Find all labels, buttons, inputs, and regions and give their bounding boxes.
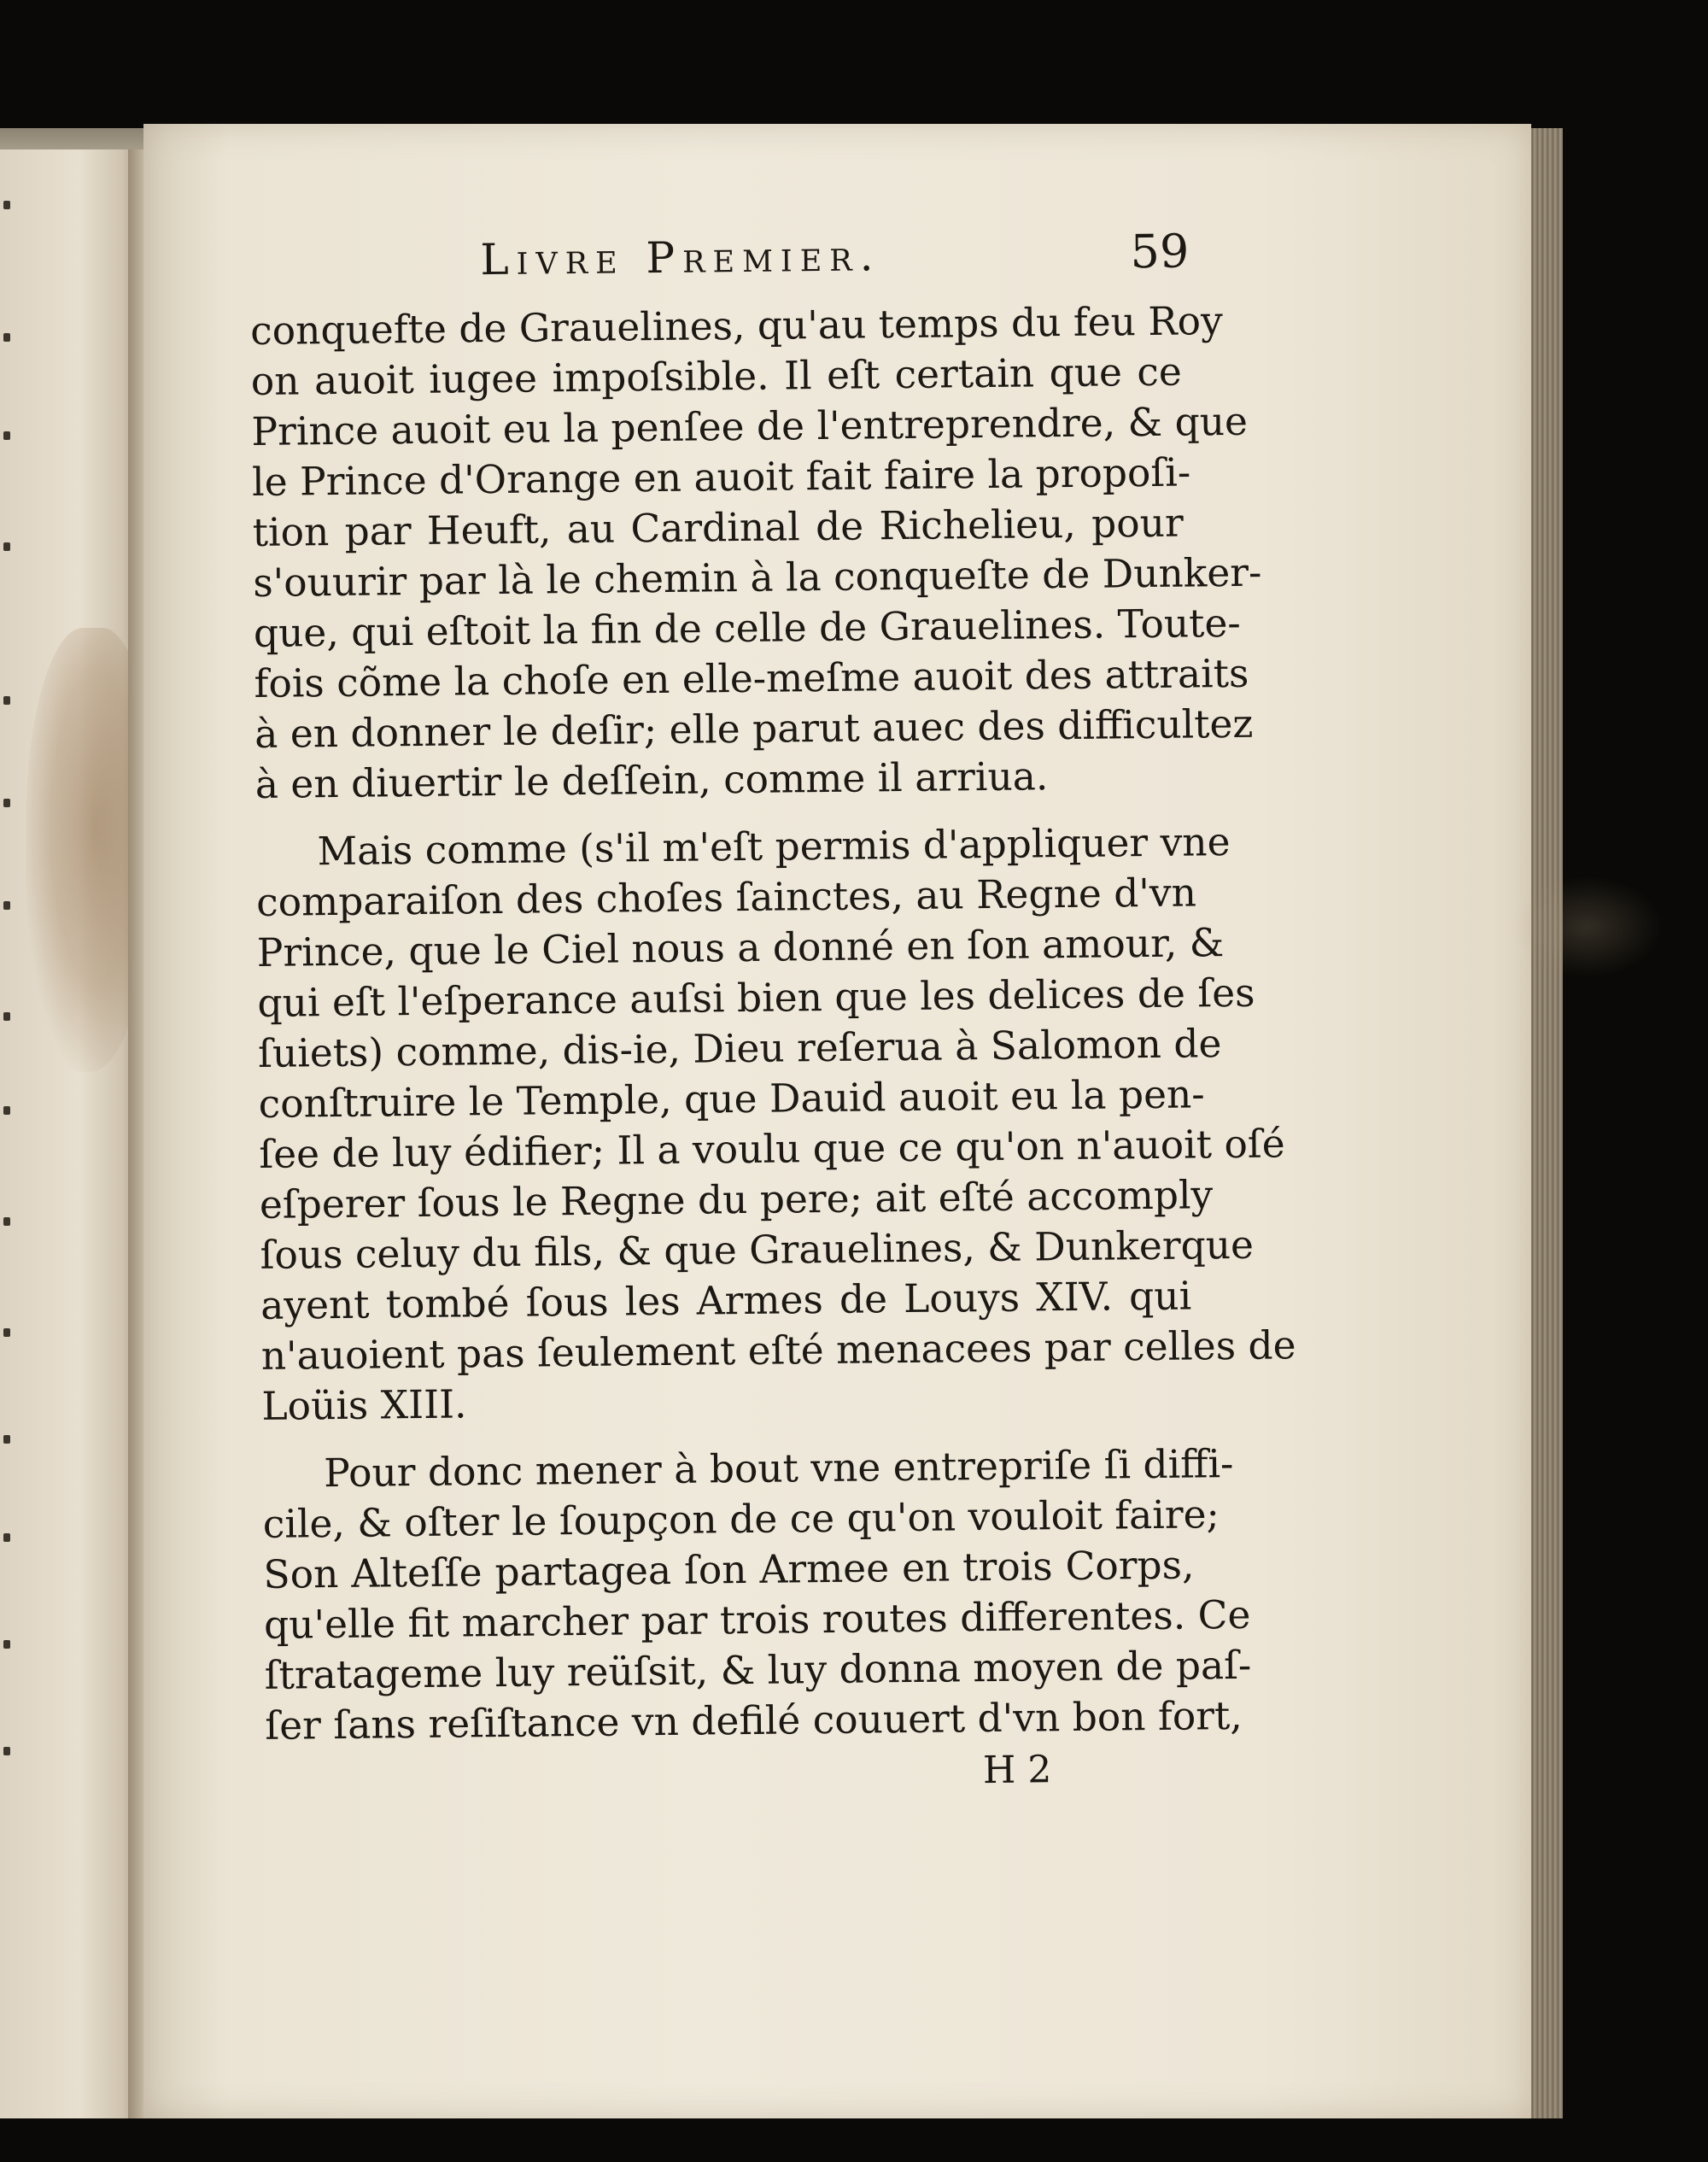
- signature-mark: [266, 1741, 1197, 1810]
- facing-page-left: [0, 149, 143, 2118]
- text-line: Mais comme (s'il m'eſt permis d'appliquer vne: [317, 819, 1231, 875]
- text-line: n'auoient pas ſeulement eſté menacees par celles de: [260, 1322, 1296, 1379]
- show-through-stain: [1510, 876, 1664, 978]
- text-line: comparaiſon des choſes ſainctes, au Regne d'vn: [255, 870, 1197, 925]
- running-title: Livre Premier.: [480, 231, 881, 285]
- text-line: Son Alteſſe partagea ſon Armee en trois Corps,: [263, 1542, 1195, 1597]
- text-line: le Prince d'Orange en auoit fait faire la propoſi-: [251, 449, 1191, 505]
- signature-text: H 2: [982, 1748, 1052, 1793]
- paragraph: [255, 817, 1296, 1432]
- text-line: tion par Heuft, au Cardinal de Richelieu, pour: [252, 500, 1184, 555]
- text-line: à en donner le deſir; elle parut auec des difficultez: [254, 700, 1254, 757]
- text-line: Pour donc mener à bout vne entrepriſe ſi diffi-: [323, 1441, 1234, 1497]
- text-line: à en diuertir le deſſein, comme il arriua.: [254, 753, 1049, 807]
- text-line: ayent tombé ſous les Armes de Louys XIV. qui: [260, 1273, 1192, 1328]
- text-line: s'ouurir par là le chemin à la conqueſte de Dunker-: [253, 549, 1262, 606]
- text-line: fois cõme la choſe en elle-meſme auoit des attraits: [254, 650, 1249, 706]
- text-line: Prince auoit eu la penſee de l'entreprendre, & que: [251, 398, 1249, 454]
- text-line: qui eſt l'eſperance auſsi bien que les delices de ſes: [257, 970, 1255, 1026]
- text-line: ſuiets) comme, dis-ie, Dieu reſerua à Salomon de: [257, 1021, 1222, 1076]
- paragraph: [262, 1439, 1252, 1751]
- text-line: qu'elle fit marcher par trois routes differentes. Ce: [263, 1591, 1251, 1648]
- text-line: Loüis XIII.: [261, 1381, 467, 1429]
- text-block: [249, 220, 1296, 1811]
- text-line: conquefte de Grauelines, qu'au temps du feu Roy: [249, 298, 1224, 354]
- text-line: que, qui eſtoit la fin de celle de Grauelines. Toute-: [253, 600, 1242, 656]
- text-line: ſer ſans reſiſtance vn defilé couuert d'vn bon fort,: [265, 1692, 1243, 1749]
- text-line: ſee de luy édifier; Il a voulu que ce qu'on n'auoit oſé: [259, 1121, 1285, 1177]
- text-line: conſtruire le Temple, que Dauid auoit eu la pen-: [258, 1071, 1205, 1127]
- text-line: cile, & oſter le ſoupçon de ce qu'on vouloit faire;: [262, 1491, 1220, 1547]
- paragraph: [249, 296, 1262, 810]
- text-line: Prince, que le Ciel nous a donné en ſon amour, &: [256, 920, 1225, 976]
- text-line: ſous celuy du fils, & que Grauelines, & Dunkerque: [260, 1222, 1255, 1278]
- facing-page-text-edge: [0, 149, 15, 2118]
- text-line: ſtratageme luy reüſsit, & luy donna moyen de paſ-: [264, 1642, 1252, 1698]
- running-head: [249, 220, 1190, 306]
- page-number: 59: [1130, 224, 1190, 279]
- text-line: eſperer ſous le Regne du pere; ait eſté accomply: [259, 1172, 1214, 1227]
- text-line: on auoit iugee impoſsible. Il eſt certain que ce: [250, 349, 1183, 404]
